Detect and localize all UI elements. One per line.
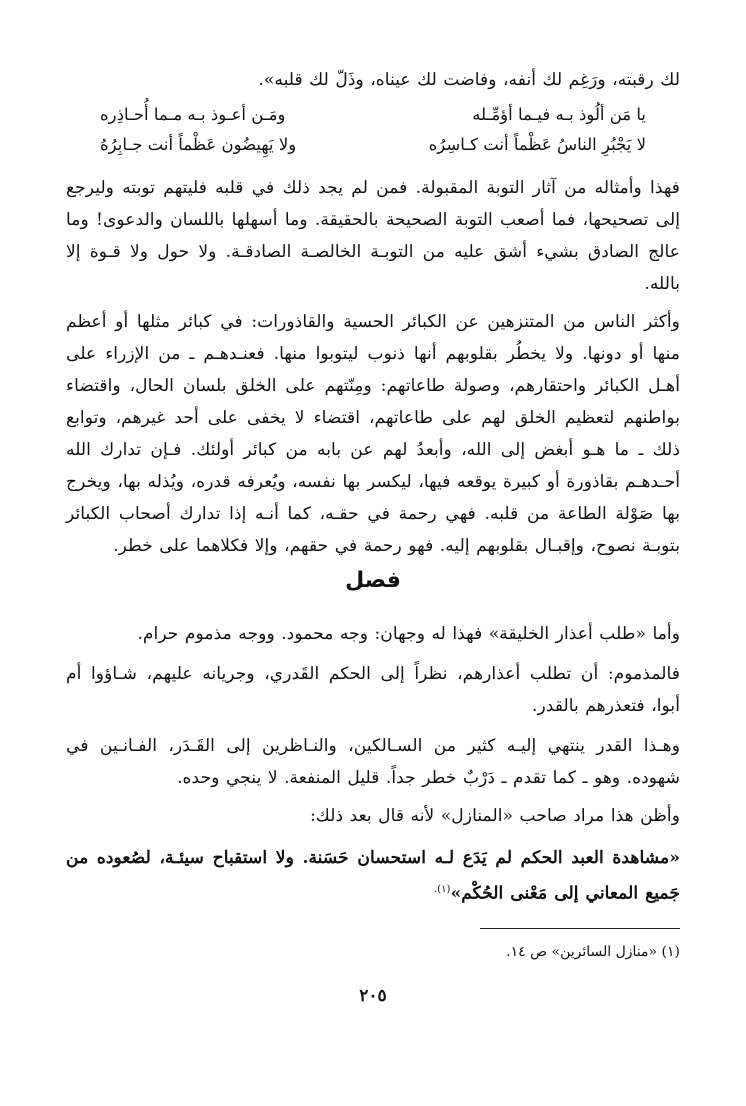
footnote-divider [480, 928, 680, 929]
verse-hemistich: لا يَجْبُرِ الناسُ عَظْماً أنت كـاسِرُه [428, 135, 646, 154]
quote-text: «مشاهدة العبد الحكم لم يَدَع لـه استحسان حَسَنة. ولا استقباح سيئـة، لصُعوده من جَميع المعاني إلى مَعْنى الحُكْم» [66, 848, 680, 904]
verse-row-1 [100, 100, 646, 130]
paragraph: وأكثر الناس من المتنزهين عن الكبائر الحسية والقاذورات: في كبائر مثلها أو أعظم منها أو دونها. ولا يخطُر بقلوبهم أنها ذنوب ليتوبوا منها. فعنـدهـم ـ من الإزراء على أهـل الكبائر واحتقارهم، وصولة طاعاتهم: ومِنّتهم على الخلق بلسان الحال، واقتضاء بواطنهم لتعظيم الخلق لهم على طاعاتهم، اقتضاء لا يخفى على أحد غيرهم، وتوابع ذلك ـ ما هـو أبغض إلى الله، وأبعدُ لهم عن بابه من كبائر أولئك. فـإن تدارك الله أحـدهـم بقاذورة أو كبيرة يوقعه فيها، ليكسر بها نفسه، ويُعرفه قدره، ويُذله بها، ويخرج بها صَوْلة الطاعة من قلبه. فهي رحمة في حقـه، كما أنـه إذا تدارك أصحاب الكبائر بتوبـة نصوح، وإقبـال بقلوبهم إليه. فهو رحمة في حقهم، وإلا فكلاهما على خطر. [66, 312, 681, 556]
paragraph: وأظن هذا مراد صاحب «المنازل» لأنه قال بعد ذلك: [309, 806, 680, 826]
page-number: ٢٠٥ [359, 986, 387, 1006]
verse-row-2 [100, 130, 646, 160]
verse-hemistich: ولا يَهِيضُون عَظْماً أنت جـابِرُهُ [100, 135, 297, 154]
paragraph: وهـذا القدر ينتهي إليـه كثير من السـالكين، والنـاظرين إلى القَـدَر، الفـانـين في شهوده. وهو ـ كما تقدم ـ دَرْبٌ خطر جداً. قليل المنفعة. لا ينجي وحده. [66, 736, 680, 788]
section-heading: فصل [345, 568, 401, 593]
quote-block [66, 842, 680, 910]
footnote: (١) «منازل السائرين» ص ١٤. [506, 944, 680, 960]
verse-hemistich: يا مَن ألُوذ بـه فيـما أؤمِّـله [472, 105, 646, 124]
footnote-marker: (١). [434, 884, 451, 895]
intro-line: لك رقبته، ورَغِم لك أنفه، وفاضت لك عيناه، وذَلّ لك قلبه». [258, 70, 680, 90]
paragraph: فهذا وأمثاله من آثار التوبة المقبولة. فمن لم يجد ذلك في قلبه فليتهم توبته وليرجع إلى تصحيحها، فما أصعب التوبة الصحيحة بالحقيقة. وما أسهلها باللسان والدعوى! وما عالج الصادق بشيء أشق عليه من التوبـة الخالصـة الصادقـة. ولا حول ولا قـوة إلا بالله. [66, 178, 680, 294]
verse-hemistich: ومَـن أعـوذ بـه مـما أُحـاذِره [100, 105, 286, 124]
paragraph: وأما «طلب أعذار الخليقة» فهذا له وجهان: وجه محمود. ووجه مذموم حرام. [137, 624, 680, 644]
paragraph: فالمذموم: أن تطلب أعذارهم، نظراً إلى الحكم القَدري، وجريانه عليهم، شـاؤوا أم أبوا، فتعذرهم بالقدر. [66, 664, 680, 716]
verse-block [100, 100, 646, 160]
